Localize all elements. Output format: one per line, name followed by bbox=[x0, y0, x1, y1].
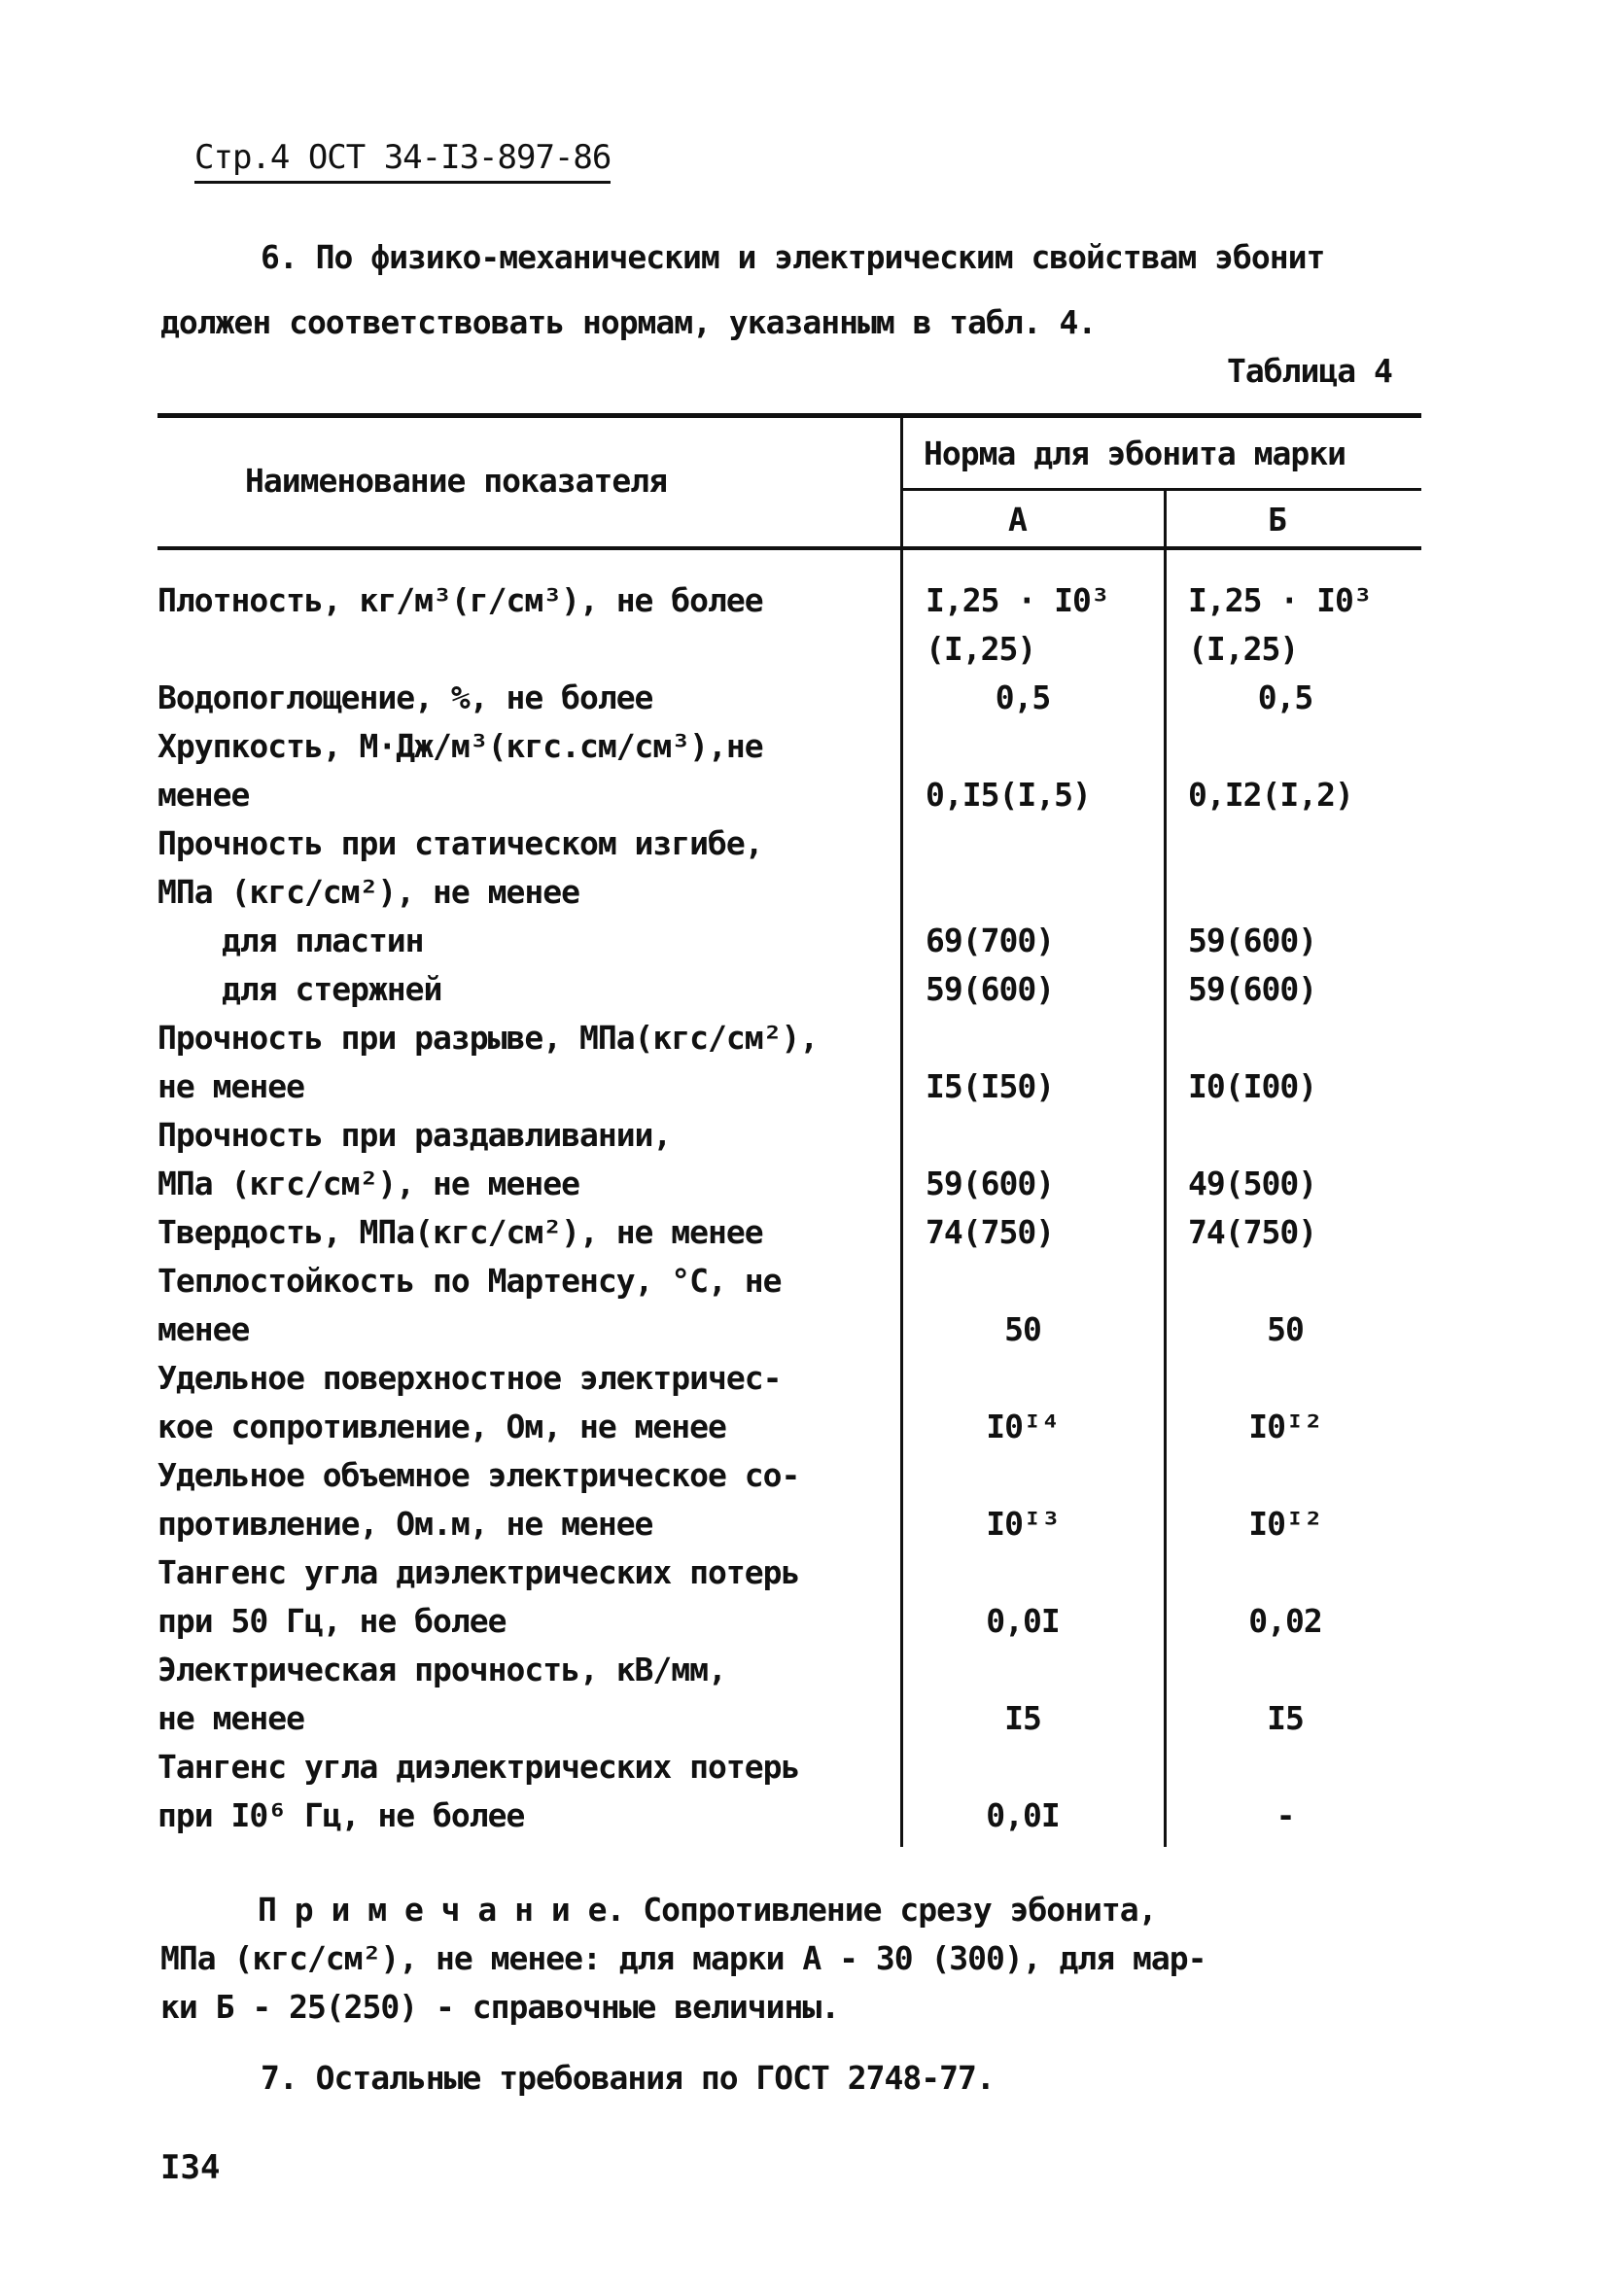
value-a: 69(700) bbox=[926, 922, 1055, 959]
value-b: 59(600) bbox=[1188, 922, 1317, 959]
table-row bbox=[157, 1111, 1421, 1160]
table-row bbox=[157, 868, 1421, 917]
table-row bbox=[157, 1160, 1421, 1208]
table-row bbox=[157, 917, 1421, 965]
value-b: I5 bbox=[1267, 1699, 1304, 1737]
row-label: Прочность при статическом изгибе, bbox=[157, 824, 763, 862]
value-a: I0ᴵ⁴ bbox=[986, 1408, 1060, 1445]
value-a: I5 bbox=[1004, 1699, 1041, 1737]
table-row bbox=[157, 1500, 1421, 1548]
column-header-norm: Норма для эбонита марки bbox=[924, 435, 1346, 472]
row-label: менее bbox=[157, 776, 250, 814]
table-row bbox=[157, 1062, 1421, 1111]
value-b: 0,02 bbox=[1248, 1602, 1322, 1640]
page-number: I34 bbox=[160, 2148, 221, 2187]
value-b: 0,5 bbox=[1257, 678, 1313, 716]
table-row bbox=[157, 576, 1421, 625]
row-label: Тангенс угла диэлектрических потерь bbox=[157, 1553, 800, 1591]
table-row bbox=[157, 1548, 1421, 1597]
row-label: для стержней bbox=[222, 970, 442, 1008]
paragraph-6-line-1: 6. По физико-механическим и электрическим свойствам эбонит bbox=[261, 238, 1325, 276]
page-header: Стр.4 ОСТ 34-I3-897-86 bbox=[194, 138, 611, 184]
table-top-rule bbox=[157, 413, 1421, 418]
row-label: Твердость, МПа(кгс/см²), не менее bbox=[157, 1213, 763, 1251]
table-row bbox=[157, 1305, 1421, 1354]
table-row bbox=[157, 1354, 1421, 1403]
row-label: Удельное объемное электрическое со- bbox=[157, 1456, 800, 1494]
value-a: 0,0I bbox=[986, 1602, 1060, 1640]
value-a: I5(I50) bbox=[926, 1067, 1055, 1105]
row-label: Прочность при разрыве, МПа(кгс/см²), bbox=[157, 1019, 819, 1057]
value-a: 74(750) bbox=[926, 1213, 1055, 1251]
paragraph-7: 7. Остальные требования по ГОСТ 2748-77. bbox=[261, 2059, 995, 2097]
value-b: I0(I00) bbox=[1188, 1067, 1317, 1105]
row-label: менее bbox=[157, 1310, 250, 1348]
value-a: 50 bbox=[1004, 1310, 1041, 1348]
row-label: кое сопротивление, Ом, не менее bbox=[157, 1408, 726, 1445]
row-label: Тангенс угла диэлектрических потерь bbox=[157, 1748, 800, 1786]
value-a: I,25 · I0³ bbox=[926, 581, 1109, 619]
row-label: не менее bbox=[157, 1067, 304, 1105]
value-b: (I,25) bbox=[1188, 630, 1299, 668]
column-header-a: А bbox=[1008, 501, 1027, 539]
table-subheader-rule bbox=[901, 488, 1421, 491]
table-row bbox=[157, 1694, 1421, 1743]
value-a: 0,I5(I,5) bbox=[926, 776, 1091, 814]
paragraph-6-line-2: должен соответствовать нормам, указанным в табл. 4. bbox=[160, 303, 1097, 341]
table-header-rule bbox=[157, 546, 1421, 550]
value-b: 59(600) bbox=[1188, 970, 1317, 1008]
table-row bbox=[157, 965, 1421, 1014]
value-a: 0,0I bbox=[986, 1796, 1060, 1834]
table-row bbox=[157, 722, 1421, 771]
table-row bbox=[157, 1743, 1421, 1792]
table-row bbox=[157, 625, 1421, 674]
value-b: 0,I2(I,2) bbox=[1188, 776, 1353, 814]
value-a: 59(600) bbox=[926, 1165, 1055, 1202]
table-row bbox=[157, 674, 1421, 722]
row-label: при 50 Гц, не более bbox=[157, 1602, 507, 1640]
row-label: Прочность при раздавливании, bbox=[157, 1116, 672, 1154]
row-label: Электрическая прочность, кВ/мм, bbox=[157, 1651, 726, 1688]
note-line-1: П р и м е ч а н и е. Сопротивление срезу эбонита, bbox=[258, 1891, 1157, 1929]
table-row bbox=[157, 1451, 1421, 1500]
table-row bbox=[157, 1014, 1421, 1062]
value-b: 50 bbox=[1267, 1310, 1304, 1348]
value-a: 59(600) bbox=[926, 970, 1055, 1008]
table-row bbox=[157, 1257, 1421, 1305]
table-caption: Таблица 4 bbox=[1227, 352, 1392, 390]
value-b: 74(750) bbox=[1188, 1213, 1317, 1251]
row-label: Удельное поверхностное электричес- bbox=[157, 1359, 782, 1397]
table-row bbox=[157, 1403, 1421, 1451]
value-b: 49(500) bbox=[1188, 1165, 1317, 1202]
row-label: не менее bbox=[157, 1699, 304, 1737]
table-row bbox=[157, 819, 1421, 868]
row-label: для пластин bbox=[222, 922, 424, 959]
table-row bbox=[157, 1208, 1421, 1257]
row-label: Хрупкость, М·Дж/м³(кгс.см/см³),не bbox=[157, 727, 763, 765]
table-row bbox=[157, 1792, 1421, 1840]
value-a: (I,25) bbox=[926, 630, 1036, 668]
value-b: I,25 · I0³ bbox=[1188, 581, 1372, 619]
table-row bbox=[157, 1597, 1421, 1646]
value-b: I0ᴵ² bbox=[1248, 1408, 1322, 1445]
row-label: МПа (кгс/см²), не менее bbox=[157, 1165, 579, 1202]
value-b: - bbox=[1276, 1796, 1295, 1834]
value-a: I0ᴵ³ bbox=[986, 1505, 1060, 1543]
column-header-name: Наименование показателя bbox=[245, 462, 667, 500]
row-label: Плотность, кг/м³(г/см³), не более bbox=[157, 581, 763, 619]
table-row bbox=[157, 1646, 1421, 1694]
value-b: I0ᴵ² bbox=[1248, 1505, 1322, 1543]
value-a: 0,5 bbox=[995, 678, 1051, 716]
table-row bbox=[157, 771, 1421, 819]
row-label: противление, Ом.м, не менее bbox=[157, 1505, 653, 1543]
row-label: при I0⁶ Гц, не более bbox=[157, 1796, 525, 1834]
row-label: Теплостойкость по Мартенсу, °С, не bbox=[157, 1262, 782, 1300]
row-label: Водопоглощение, %, не более bbox=[157, 678, 653, 716]
column-header-b: Б bbox=[1268, 501, 1286, 539]
note-line-3: ки Б - 25(250) - справочные величины. bbox=[160, 1988, 840, 2026]
table-body bbox=[157, 576, 1421, 1840]
properties-table bbox=[157, 413, 1421, 1847]
row-label: МПа (кгс/см²), не менее bbox=[157, 873, 579, 911]
note-line-2: МПа (кгс/см²), не менее: для марки А - 30 (300), для мар- bbox=[160, 1939, 1206, 1977]
